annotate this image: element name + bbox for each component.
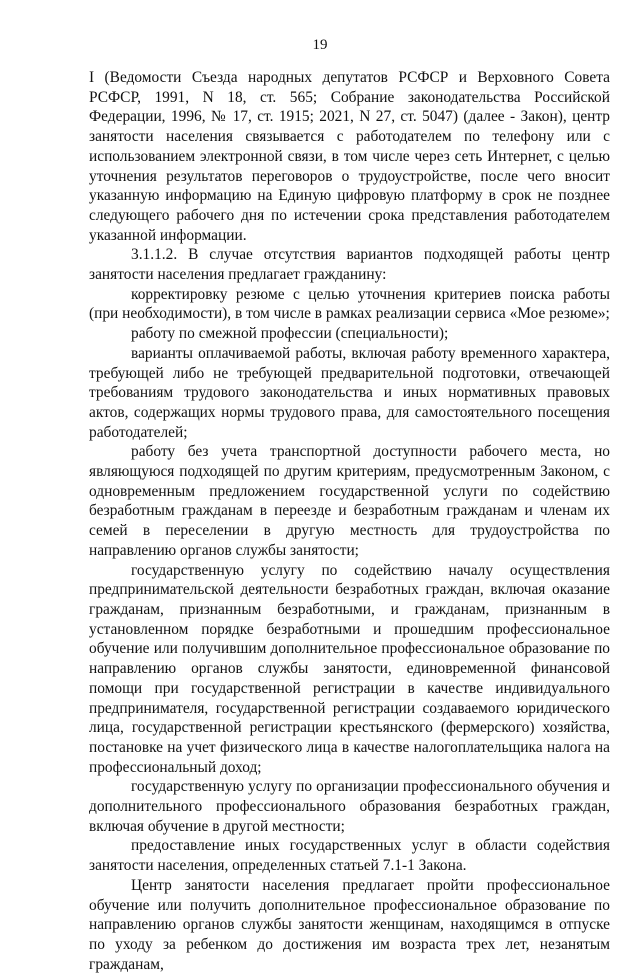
list-item-related-profession: работу по смежной профессии (специальности); bbox=[131, 325, 449, 343]
list-item-work-without-transport: работу без учета транспортной доступности рабочего места, но являющуюся подходящей по другим критериям, предусмотренным Законом, с одновременным предложением государственной услуги по содействию безработным гражданам в переезде и безработным гражданам и членам их семей в переселении в другую местность для трудоустройства по направлению органов службы занятости; bbox=[89, 443, 610, 559]
page-number: 19 bbox=[312, 37, 328, 53]
paragraph-continuation: I (Ведомости Съезда народных депутатов РСФСР и Верховного Совета РСФСР, 1991, N 18, ст. 565; Собрание законодательства Российской Федерации, 1996, № 17, ст. 1915; 2021, N 27, ст. 5047) (далее - Закон), центр занятости населения связывается с работодателем по телефону или с использованием электронной связи, в том числе через сеть Интернет, с целью уточнения результатов переговоров о трудоустройстве, после чего вносит указанную информацию на Единую цифровую платформу в срок не позднее следующего рабочего дня по истечении срока представления работодателем указанной информации. bbox=[89, 69, 610, 244]
list-item-training-service: государственную услугу по организации профессионального обучения и дополнительного профессионального образования безработных граждан, включая обучение в другой местности; bbox=[89, 778, 610, 835]
list-item-paid-work-options: варианты оплачиваемой работы, включая работу временного характера, требующей либо не требующей предварительной подготовки, отвечающей требованиям трудового законодательства и иных нормативных правовых актов, содержащих нормы трудового права, для самостоятельного посещения работодателей; bbox=[89, 344, 610, 441]
paragraph-training-offer: Центр занятости населения предлагает пройти профессиональное обучение или получить дополнительное профессиональное образование по направлению органов службы занятости женщинам, находящимся в отпуске по уходу за ребенком до достижения им возраста трех лет, незанятым гражданам, bbox=[89, 876, 610, 973]
list-item-other-services: предоставление иных государственных услуг в области содействия занятости населения, определенных статьей 7.1-1 Закона. bbox=[89, 837, 610, 875]
list-item-resume-correction: корректировку резюме с целью уточнения критериев поиска работы (при необходимости), в том числе в рамках реализации сервиса «Мое резюме»; bbox=[89, 285, 610, 323]
paragraph-clause-3-1-1-2: 3.1.1.2. В случае отсутствия вариантов подходящей работы центр занятости населения предлагает гражданину: bbox=[89, 246, 610, 284]
list-item-entrepreneurship-service: государственную услугу по содействию началу осуществления предпринимательской деятельности безработных граждан, включая оказание гражданам, признанным безработными, и гражданам, признанным в установленном порядке безработными и прошедшим профессиональное обучение или получившим дополнительное профессиональное образование по направлению органов службы занятости, единовременной финансовой помощи при государственной регистрации в качестве индивидуального предпринимателя, государственной регистрации создаваемого юридического лица, государственной регистрации крестьянского (фермерского) хозяйства, постановке на учет физического лица в качестве налогоплательщика налога на профессиональный доход; bbox=[89, 561, 610, 776]
document-body bbox=[89, 68, 610, 974]
